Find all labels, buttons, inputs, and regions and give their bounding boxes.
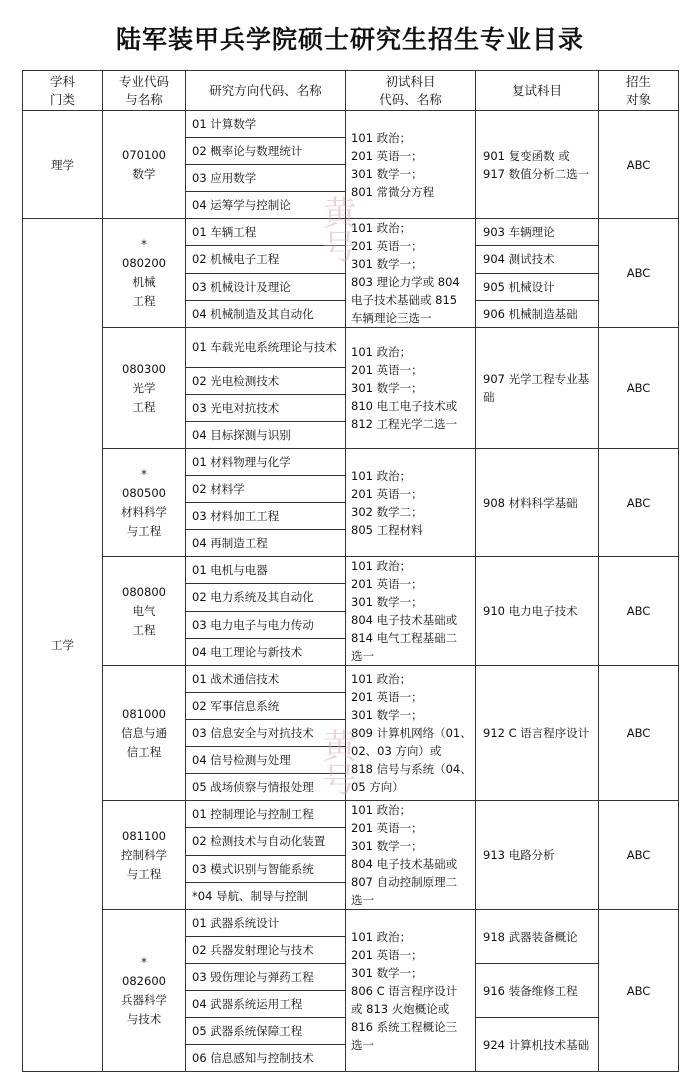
table-row: [23, 801, 679, 828]
major-code: 081100: [122, 828, 166, 843]
header-major: 专业代码 与名称: [103, 71, 186, 111]
major-cell: [103, 111, 186, 219]
major-name: 机械: [132, 275, 156, 289]
major-name: 光学: [132, 380, 156, 395]
exam-subject: 302 数学二；: [351, 504, 423, 519]
catalog-table: [22, 70, 679, 1072]
exam-cell: [346, 219, 476, 328]
direction-cell: 04 运筹学与控制论: [186, 192, 346, 219]
direction-cell: 03 模式识别与智能系统: [186, 855, 346, 882]
exam-subject: 05 方向）: [351, 780, 404, 794]
major-cell: [103, 449, 186, 557]
exam-subject: 电子技术基础或 815: [351, 293, 458, 307]
retest-cell: [476, 328, 599, 449]
exam-subject: 805 工程材料: [351, 522, 423, 537]
direction-cell: 02 检测技术与自动化装置: [186, 828, 346, 855]
exam-subject: 101 政治；: [351, 803, 412, 817]
major-name: 电气: [132, 603, 156, 618]
exam-subject: 201 英语一；: [351, 947, 423, 962]
exam-subject: 809 计算机网络（01、: [351, 726, 472, 740]
exam-subject: 101 政治；: [351, 468, 412, 483]
admission-cell: ABC: [599, 910, 679, 1072]
exam-subject: 201 英语一；: [351, 486, 423, 501]
exam-subject: 车辆理论三选一: [351, 311, 432, 325]
major-cell: [103, 666, 186, 801]
category-cell: 理学: [23, 111, 103, 219]
header-row: [23, 71, 679, 111]
exam-cell: [346, 910, 476, 1072]
direction-cell: 01 控制理论与控制工程: [186, 801, 346, 828]
exam-cell: [346, 801, 476, 910]
exam-subject: 803 理论力学或 804: [351, 275, 460, 289]
direction-cell: 02 机械电子工程: [186, 246, 346, 273]
major-star: *: [141, 466, 147, 481]
direction-cell: 02 概率论与数理统计: [186, 138, 346, 165]
major-code: 080800: [122, 584, 166, 599]
header-direction: 研究方向代码、名称: [186, 71, 346, 111]
direction-cell: 02 材料学: [186, 476, 346, 503]
direction-cell: 02 兵器发射理论与技术: [186, 937, 346, 964]
direction-cell: 03 信息安全与对抗技术: [186, 720, 346, 747]
retest-cell: 905 机械设计: [476, 273, 599, 300]
major-name: 材料科学: [121, 504, 167, 519]
category-cell: 工学: [23, 219, 103, 1072]
header-exam: 初试科目 代码、名称: [346, 71, 476, 111]
major-name: 信息与通: [121, 725, 167, 740]
major-name: 工程: [132, 399, 156, 414]
direction-cell: 04 再制造工程: [186, 530, 346, 557]
direction-cell: 02 电力系统及其自动化: [186, 584, 346, 611]
major-name: 与工程: [126, 866, 162, 881]
direction-cell: 03 电力电子与电力传动: [186, 611, 346, 638]
exam-subject: 101 政治；: [351, 345, 412, 359]
exam-subject: 807 自动控制原理二: [351, 875, 458, 889]
exam-subject: 201 英语一；: [351, 239, 423, 253]
table-row: [23, 328, 679, 368]
major-name: 与技术: [126, 1011, 162, 1026]
major-name: 工程: [132, 294, 156, 308]
table-row: [23, 910, 679, 937]
retest-cell: [476, 801, 599, 910]
major-cell: [103, 219, 186, 328]
retest-subject: 913 电路分析: [483, 848, 555, 862]
exam-subject: 201 英语一；: [351, 821, 423, 835]
retest-cell: 924 计算机技术基础: [476, 1018, 599, 1072]
major-star: *: [141, 954, 147, 969]
exam-subject: 801 常微分方程: [351, 184, 435, 199]
retest-subject: 907 光学工程专业基础: [483, 372, 590, 404]
direction-cell: 04 机械制造及其自动化: [186, 300, 346, 327]
retest-subject: 901 复变函数 或: [483, 148, 570, 163]
retest-cell: 916 装备维修工程: [476, 964, 599, 1018]
watermark-stamp: 黄号: [316, 195, 356, 263]
retest-cell: 918 武器装备概论: [476, 910, 599, 964]
exam-subject: 101 政治；: [351, 929, 412, 944]
direction-cell: 03 光电对抗技术: [186, 395, 346, 422]
exam-subject: 选一: [351, 649, 374, 663]
major-name: 控制科学: [121, 847, 167, 862]
direction-cell: 06 信息感知与控制技术: [186, 1045, 346, 1072]
direction-cell: 02 光电检测技术: [186, 368, 346, 395]
direction-cell: 01 车辆工程: [186, 219, 346, 246]
retest-subject: 917 数值分析二选一: [483, 166, 590, 181]
exam-subject: 812 工程光学二选一: [351, 417, 458, 431]
exam-subject: 选一: [351, 893, 374, 907]
header-retest: 复试科目: [476, 71, 599, 111]
exam-cell: [346, 449, 476, 557]
direction-cell: 03 毁伤理论与弹药工程: [186, 964, 346, 991]
retest-cell: [476, 666, 599, 801]
table-row: [23, 449, 679, 476]
retest-cell: 903 车辆理论: [476, 219, 599, 246]
exam-subject: 101 政治；: [351, 559, 412, 573]
exam-subject: 101 政治；: [351, 221, 412, 235]
retest-subject: 912 C 语言程序设计: [483, 726, 590, 740]
header-admission: 招生 对象: [599, 71, 679, 111]
retest-cell: [476, 557, 599, 666]
major-code: 080300: [122, 361, 166, 376]
retest-cell: 906 机械制造基础: [476, 300, 599, 327]
exam-subject: 201 英语一；: [351, 577, 423, 591]
major-cell: [103, 801, 186, 910]
exam-cell: [346, 666, 476, 801]
exam-cell: [346, 557, 476, 666]
exam-subject: 816 系统工程概论三: [351, 1019, 458, 1034]
exam-subject: 804 电子技术基础或: [351, 613, 458, 627]
direction-cell: *04 导航、制导与控制: [186, 882, 346, 909]
exam-subject: 101 政治；: [351, 672, 412, 686]
exam-subject: 806 C 语言程序设计: [351, 983, 458, 998]
admission-cell: ABC: [599, 557, 679, 666]
exam-subject: 810 电工电子技术或: [351, 399, 458, 413]
exam-subject: 或 813 火炮概论或: [351, 1001, 450, 1016]
major-name: 数学: [132, 166, 156, 181]
major-name: 工程: [132, 622, 156, 637]
exam-subject: 818 信号与系统（04、: [351, 762, 472, 776]
major-name: 与工程: [126, 523, 162, 538]
direction-cell: 01 车载光电系统理论与技术: [186, 328, 346, 368]
direction-cell: 02 军事信息系统: [186, 693, 346, 720]
table-row: [23, 666, 679, 693]
admission-cell: ABC: [599, 328, 679, 449]
major-code: 081000: [122, 706, 166, 721]
exam-subject: 02、03 方向）或: [351, 744, 442, 758]
exam-subject: 301 数学一；: [351, 839, 423, 853]
admission-cell: ABC: [599, 449, 679, 557]
table-row: [23, 111, 679, 138]
major-star: *: [141, 237, 147, 251]
direction-cell: 04 电工理论与新技术: [186, 638, 346, 665]
major-code: 082600: [122, 973, 166, 988]
major-code: 070100: [122, 147, 166, 162]
exam-subject: 301 数学一；: [351, 166, 423, 181]
exam-subject: 301 数学一；: [351, 595, 423, 609]
table-row: [23, 557, 679, 584]
retest-cell: 904 测试技术: [476, 246, 599, 273]
major-code: 080500: [122, 485, 166, 500]
direction-cell: 04 信号检测与处理: [186, 747, 346, 774]
admission-cell: ABC: [599, 219, 679, 328]
direction-cell: 01 计算数学: [186, 111, 346, 138]
direction-cell: 01 材料物理与化学: [186, 449, 346, 476]
retest-subject: 910 电力电子技术: [483, 604, 578, 618]
direction-cell: 01 武器系统设计: [186, 910, 346, 937]
direction-cell: 03 材料加工工程: [186, 503, 346, 530]
major-name: 信工程: [126, 744, 162, 759]
major-code: 080200: [122, 256, 166, 270]
exam-subject: 301 数学一；: [351, 257, 423, 271]
table-row: [23, 219, 679, 246]
exam-cell: [346, 111, 476, 219]
exam-cell: [346, 328, 476, 449]
admission-cell: ABC: [599, 666, 679, 801]
major-name: 兵器科学: [121, 992, 167, 1007]
exam-subject: 804 电子技术基础或: [351, 857, 458, 871]
page-title: 陆军装甲兵学院硕士研究生招生专业目录: [115, 25, 584, 54]
watermark-stamp: 黄号: [316, 728, 356, 796]
direction-cell: 03 应用数学: [186, 165, 346, 192]
exam-subject: 选一: [351, 1037, 374, 1052]
exam-subject: 814 电气工程基础二: [351, 631, 458, 645]
retest-cell: [476, 449, 599, 557]
direction-cell: 04 目标探测与识别: [186, 422, 346, 449]
exam-subject: 101 政治；: [351, 130, 412, 145]
header-category: 学科 门类: [23, 71, 103, 111]
direction-cell: 05 武器系统保障工程: [186, 1018, 346, 1045]
exam-subject: 301 数学一；: [351, 965, 423, 980]
major-cell: [103, 910, 186, 1072]
direction-cell: 04 武器系统运用工程: [186, 991, 346, 1018]
admission-cell: ABC: [599, 801, 679, 910]
major-cell: [103, 557, 186, 666]
direction-cell: 05 战场侦察与情报处理: [186, 774, 346, 801]
exam-subject: 201 英语一；: [351, 148, 423, 163]
exam-subject: 201 英语一；: [351, 363, 423, 377]
direction-cell: 01 战术通信技术: [186, 666, 346, 693]
admission-cell: ABC: [599, 111, 679, 219]
major-cell: [103, 328, 186, 449]
direction-cell: 01 电机与电器: [186, 557, 346, 584]
exam-subject: 201 英语一；: [351, 690, 423, 704]
direction-cell: 03 机械设计及理论: [186, 273, 346, 300]
retest-cell: [476, 111, 599, 219]
exam-subject: 301 数学一；: [351, 381, 423, 395]
exam-subject: 301 数学一；: [351, 708, 423, 722]
retest-subject: 908 材料科学基础: [483, 495, 578, 510]
